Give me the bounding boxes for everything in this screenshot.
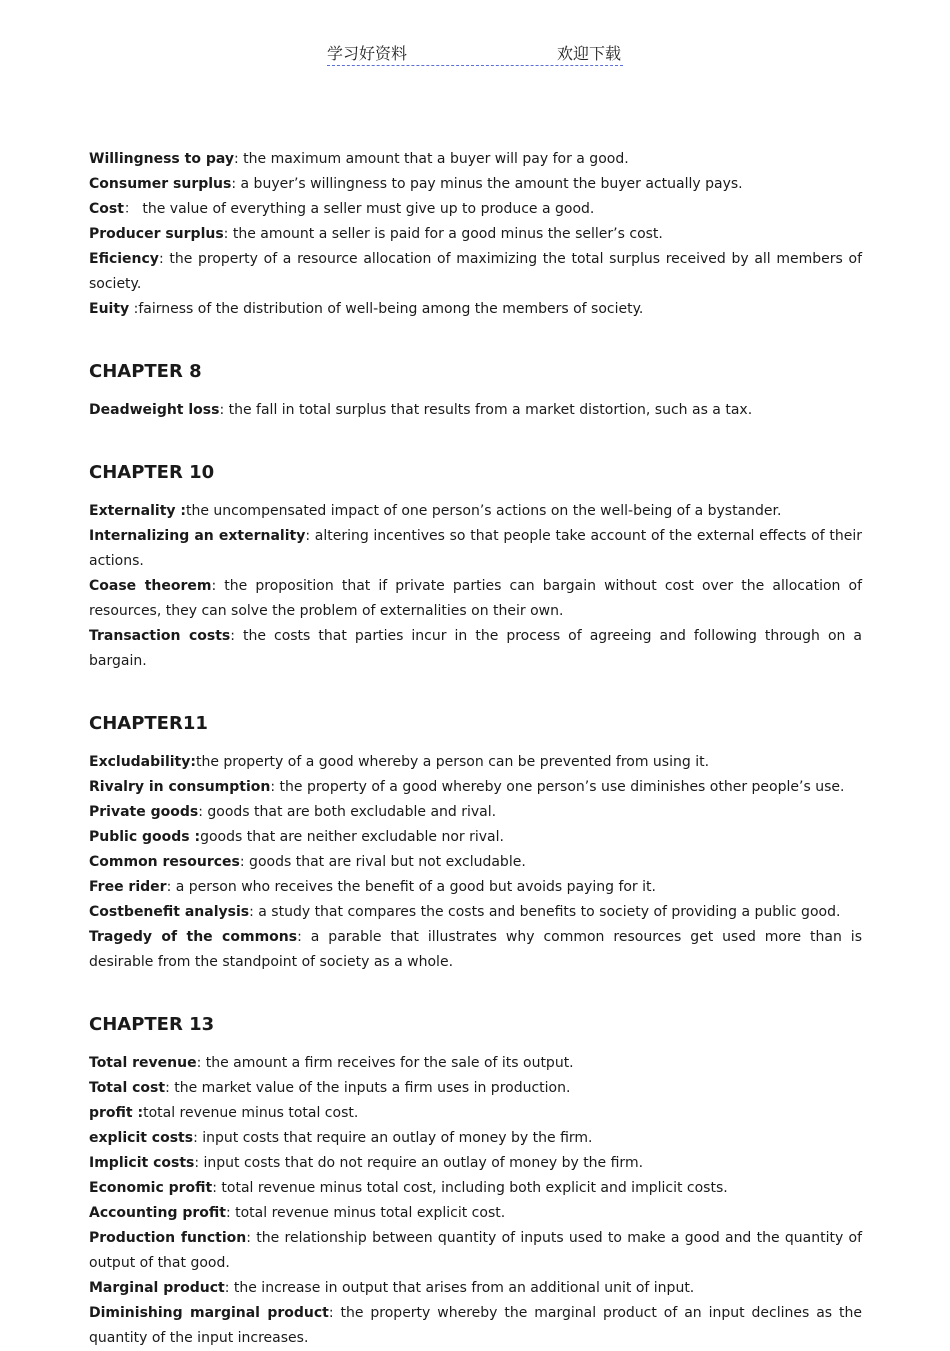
definition-text: : the property of a good whereby one person’s use diminishes other people’s use. bbox=[270, 779, 845, 795]
definition-entry bbox=[89, 197, 862, 222]
definition-term: Common resources bbox=[89, 854, 240, 870]
definition-term: Eficiency bbox=[89, 251, 159, 267]
definition-entry bbox=[89, 574, 862, 624]
definition-term: Excludability: bbox=[89, 754, 196, 770]
definition-entry bbox=[89, 850, 862, 875]
definition-text: : total revenue minus total explicit cost. bbox=[225, 1205, 506, 1221]
chapter-heading: CHAPTER11 bbox=[89, 713, 208, 734]
definition-text: :fairness of the distribution of well-being among the members of society. bbox=[129, 301, 644, 317]
definition-entry bbox=[89, 499, 862, 524]
chapter-8-section bbox=[89, 360, 862, 423]
definition-term: profit : bbox=[89, 1105, 144, 1121]
definition-text: : the costs that parties incur in the process of agreeing and following through on a bargain. bbox=[89, 628, 863, 669]
definition-term: Internalizing an externality bbox=[89, 528, 306, 544]
definition-text: ： the value of everything a seller must give up to produce a good. bbox=[123, 201, 595, 217]
definition-term: Transaction costs bbox=[89, 628, 231, 644]
definition-term: Total revenue bbox=[89, 1055, 197, 1071]
definition-term: Willingness to pay bbox=[89, 151, 234, 167]
definition-entry bbox=[89, 172, 862, 197]
definition-entry bbox=[89, 1276, 862, 1301]
definition-text: : a person who receives the benefit of a good but avoids paying for it. bbox=[166, 879, 656, 895]
definition-term: Public goods : bbox=[89, 829, 201, 845]
definition-term: Externality : bbox=[89, 503, 186, 519]
definition-term: Accounting profit bbox=[89, 1205, 226, 1221]
page-header bbox=[327, 40, 623, 66]
definition-entry bbox=[89, 147, 862, 172]
definition-text: : the market value of the inputs a firm uses in production. bbox=[165, 1080, 571, 1096]
definition-term: Consumer surplus bbox=[89, 176, 232, 192]
definition-entry bbox=[89, 800, 862, 825]
definition-entry bbox=[89, 1101, 862, 1126]
definition-text: : the property whereby the marginal product of an input declines as the quantity of the input increases. bbox=[89, 1305, 862, 1346]
definition-text: : input costs that require an outlay of money by the firm. bbox=[193, 1130, 593, 1146]
definition-entry bbox=[89, 398, 862, 423]
definition-entry bbox=[89, 222, 862, 247]
definition-term: Rivalry in consumption bbox=[89, 779, 271, 795]
definition-term: Private goods bbox=[89, 804, 199, 820]
definition-text: total revenue minus total cost. bbox=[143, 1105, 359, 1121]
chapter-heading: CHAPTER 8 bbox=[89, 361, 202, 382]
definition-term: Production function bbox=[89, 1230, 247, 1246]
definition-entry bbox=[89, 297, 862, 322]
definition-text: : the proposition that if private parties can bargain without cost over the allocation of resources, they can solve the problem of externalities on their own. bbox=[89, 578, 862, 619]
definition-term: Marginal product bbox=[89, 1280, 225, 1296]
definition-entry bbox=[89, 875, 862, 900]
definition-text: : total revenue minus total cost, including both explicit and implicit costs. bbox=[212, 1180, 728, 1196]
definition-term: Coase theorem bbox=[89, 578, 212, 594]
document-body bbox=[89, 147, 862, 1351]
definition-term: Implicit costs bbox=[89, 1155, 195, 1171]
definition-entry bbox=[89, 775, 862, 800]
header-right-text: 欢迎下载 bbox=[556, 44, 621, 63]
chapter-10-section bbox=[89, 461, 862, 674]
definition-entry bbox=[89, 825, 862, 850]
definition-entry bbox=[89, 1226, 862, 1276]
definition-text: : the relationship between quantity of inputs used to make a good and the quantity of output of that good. bbox=[89, 1230, 863, 1271]
chapter-heading: CHAPTER 10 bbox=[89, 462, 215, 483]
definition-text: : the increase in output that arises from an additional unit of input. bbox=[224, 1280, 695, 1296]
definition-text: : goods that are rival but not excludable. bbox=[239, 854, 526, 870]
definition-text: : a study that compares the costs and benefits to society of providing a public good. bbox=[249, 904, 841, 920]
definition-text: : a buyer’s willingness to pay minus the amount the buyer actually pays. bbox=[231, 176, 743, 192]
definition-text: the property of a good whereby a person can be prevented from using it. bbox=[195, 754, 710, 770]
definition-entry bbox=[89, 925, 862, 975]
definition-entry bbox=[89, 1176, 862, 1201]
definition-entry bbox=[89, 247, 862, 297]
definition-text: : the amount a seller is paid for a good minus the seller’s cost. bbox=[223, 226, 663, 242]
chapter-13-section bbox=[89, 1013, 862, 1351]
definition-text: : the maximum amount that a buyer will pay for a good. bbox=[233, 151, 629, 167]
definition-text: : the property of a resource allocation of maximizing the total surplus received by all members of society. bbox=[89, 251, 862, 292]
definition-term: Diminishing marginal product bbox=[89, 1305, 329, 1321]
definition-term: Producer surplus bbox=[89, 226, 224, 242]
header-left-text: 学习好资料 bbox=[327, 44, 408, 63]
definition-entry bbox=[89, 624, 862, 674]
definition-entry bbox=[89, 1051, 862, 1076]
definition-entry bbox=[89, 1076, 862, 1101]
definition-entry bbox=[89, 750, 862, 775]
definition-term: Cost bbox=[89, 201, 124, 217]
chapter-11-section bbox=[89, 712, 862, 975]
definition-text: : the amount a firm receives for the sale of its output. bbox=[196, 1055, 574, 1071]
chapter-heading: CHAPTER 13 bbox=[89, 1014, 215, 1035]
definition-text: : the fall in total surplus that results from a market distortion, such as a tax. bbox=[219, 402, 753, 418]
definition-entry bbox=[89, 1126, 862, 1151]
definition-term: Euity bbox=[89, 301, 130, 317]
definition-entry bbox=[89, 1301, 862, 1351]
definition-entry bbox=[89, 1151, 862, 1176]
definition-term: Tragedy of the commons bbox=[89, 929, 298, 945]
intro-section bbox=[89, 147, 862, 322]
definition-term: Costbenefit analysis bbox=[89, 904, 250, 920]
definition-entry bbox=[89, 900, 862, 925]
definition-entry bbox=[89, 1201, 862, 1226]
definition-text: : a parable that illustrates why common resources get used more than is desirable from the standpoint of society as a whole. bbox=[89, 929, 862, 970]
definition-text: : input costs that do not require an outlay of money by the firm. bbox=[194, 1155, 644, 1171]
definition-term: Deadweight loss bbox=[89, 402, 220, 418]
definition-term: Economic profit bbox=[89, 1180, 213, 1196]
definition-text: : goods that are both excludable and rival. bbox=[198, 804, 497, 820]
definition-term: explicit costs bbox=[89, 1130, 194, 1146]
definition-term: Total cost bbox=[89, 1080, 166, 1096]
definition-text: the uncompensated impact of one person’s actions on the well-being of a bystander. bbox=[186, 503, 782, 519]
definition-entry bbox=[89, 524, 862, 574]
definition-text: : altering incentives so that people take account of the external effects of their actions. bbox=[89, 528, 862, 569]
definition-term: Free rider bbox=[89, 879, 167, 895]
definition-text: goods that are neither excludable nor rival. bbox=[200, 829, 504, 845]
